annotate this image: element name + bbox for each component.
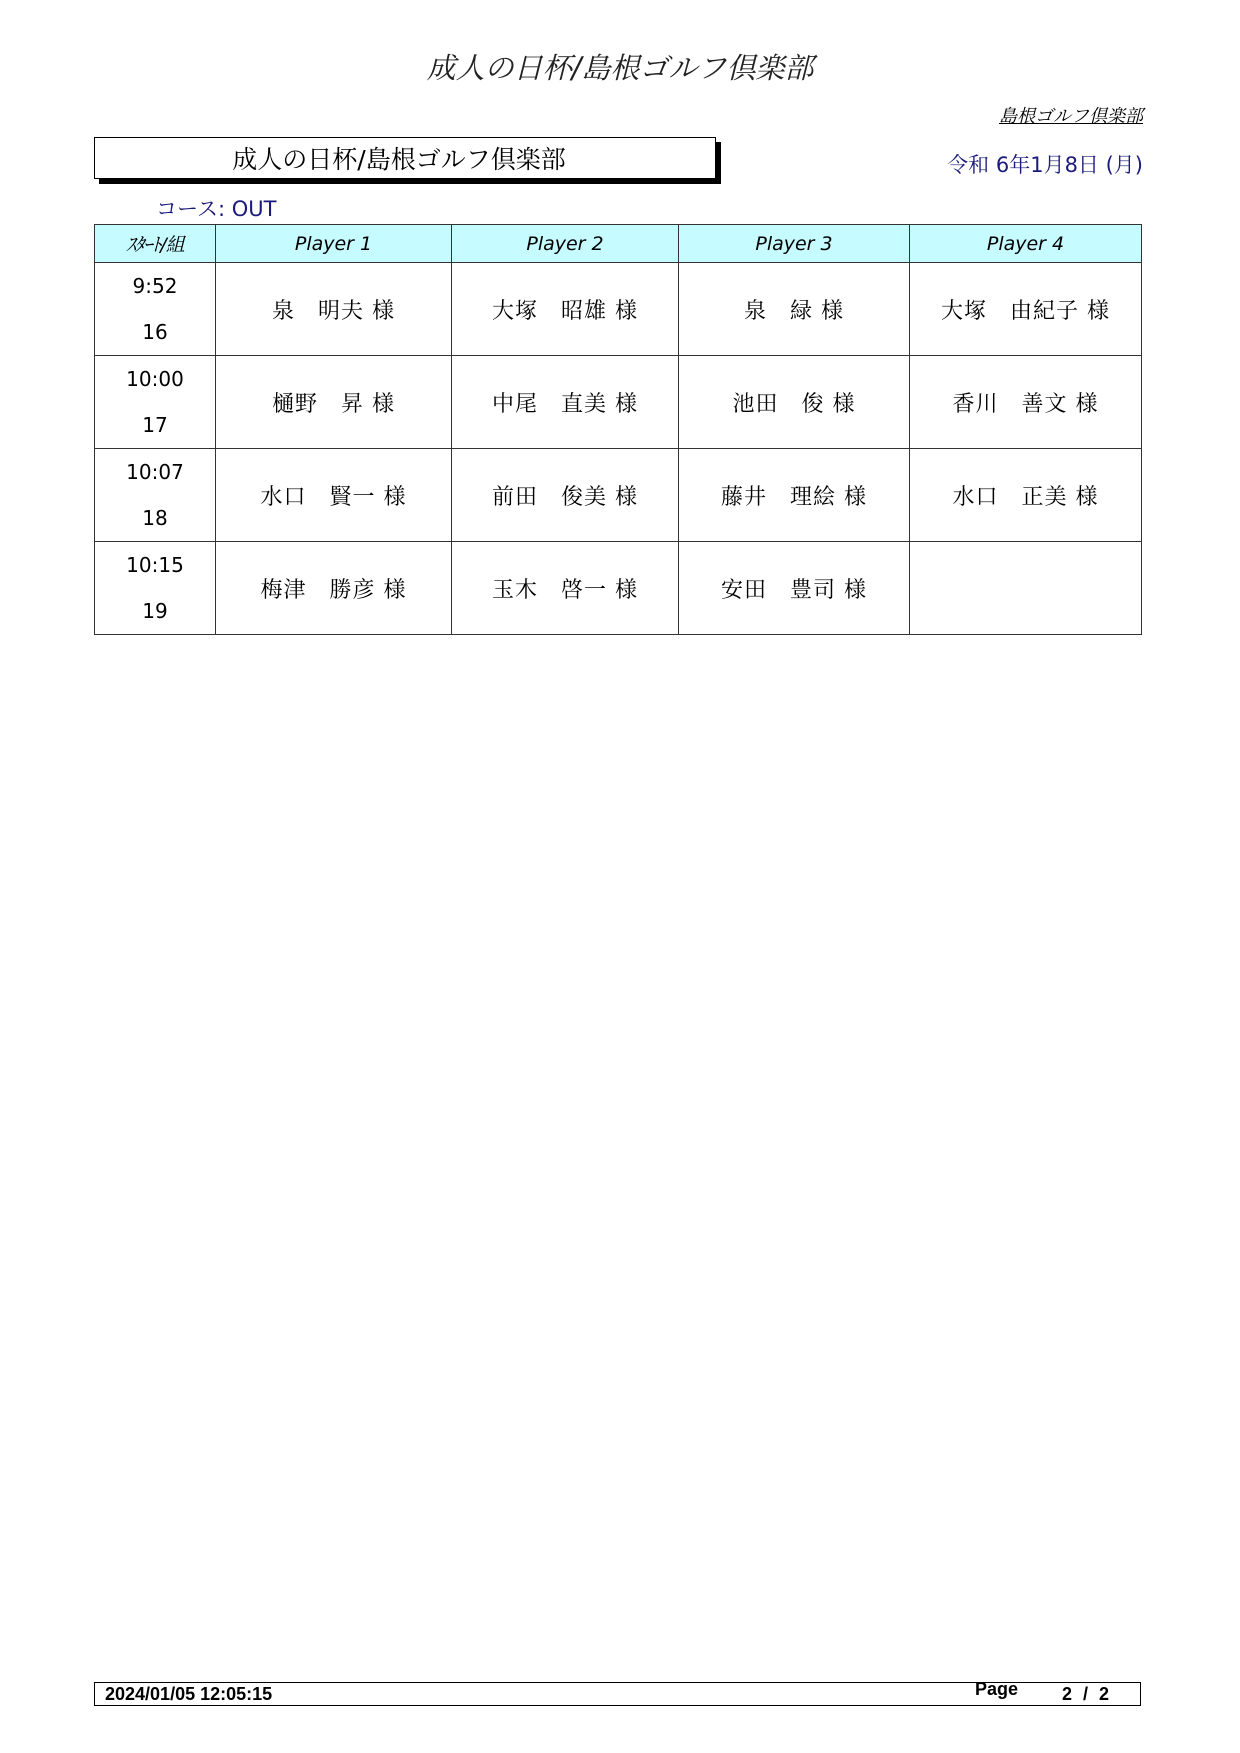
header-player-4: Player 4 [910,225,1142,263]
table-row [95,263,1142,356]
start-group-cell [95,263,216,356]
start-group-cell [95,542,216,635]
start-group-cell [95,356,216,449]
player-cell: 中尾 直美 様 [452,356,679,449]
print-timestamp: 2024/01/05 12:05:15 [105,1684,273,1704]
table-header-row [95,225,1142,263]
start-time: 10:15 [126,553,184,577]
pairing-table [94,224,1142,635]
player-cell: 池田 俊 様 [679,356,910,449]
footer-bar [94,1679,1141,1706]
header-start-group: ｽﾀｰﾄ/組 [95,225,216,263]
document-title: 成人の日杯/島根ゴルフ倶楽部 [426,51,814,85]
page-number: 2 / 2 [1062,1684,1110,1704]
course-label: コース: OUT [156,197,277,221]
player-cell: 水口 賢一 様 [216,449,452,542]
player-cell: 泉 明夫 様 [216,263,452,356]
header-player-3: Player 3 [679,225,910,263]
player-cell: 水口 正美 様 [910,449,1142,542]
player-cell: 樋野 昇 様 [216,356,452,449]
event-date: 令和 6年1月8日 (月) [947,153,1143,177]
player-cell: 藤井 理絵 様 [679,449,910,542]
player-cell [910,542,1142,635]
player-cell: 玉木 啓一 様 [452,542,679,635]
player-cell: 前田 俊美 様 [452,449,679,542]
group-number: 17 [142,413,168,437]
table-row [95,542,1142,635]
player-cell: 大塚 由紀子 様 [910,263,1142,356]
player-cell: 大塚 昭雄 様 [452,263,679,356]
group-number: 16 [142,320,168,344]
page-label: Page [975,1679,1019,1699]
player-cell: 梅津 勝彦 様 [216,542,452,635]
player-cell: 泉 緑 様 [679,263,910,356]
group-number: 18 [142,506,168,530]
club-name-link[interactable]: 島根ゴルフ倶楽部 [999,106,1143,127]
start-time: 9:52 [132,274,178,298]
table-row [95,449,1142,542]
start-time: 10:00 [126,367,184,391]
player-cell: 安田 豊司 様 [679,542,910,635]
header-player-1: Player 1 [216,225,452,263]
event-title: 成人の日杯/島根ゴルフ倶楽部 [232,145,566,174]
header-player-2: Player 2 [452,225,679,263]
table-row [95,356,1142,449]
player-cell: 香川 善文 様 [910,356,1142,449]
start-group-cell [95,449,216,542]
start-time: 10:07 [126,460,184,484]
event-title-box [94,137,716,179]
group-number: 19 [142,599,168,623]
